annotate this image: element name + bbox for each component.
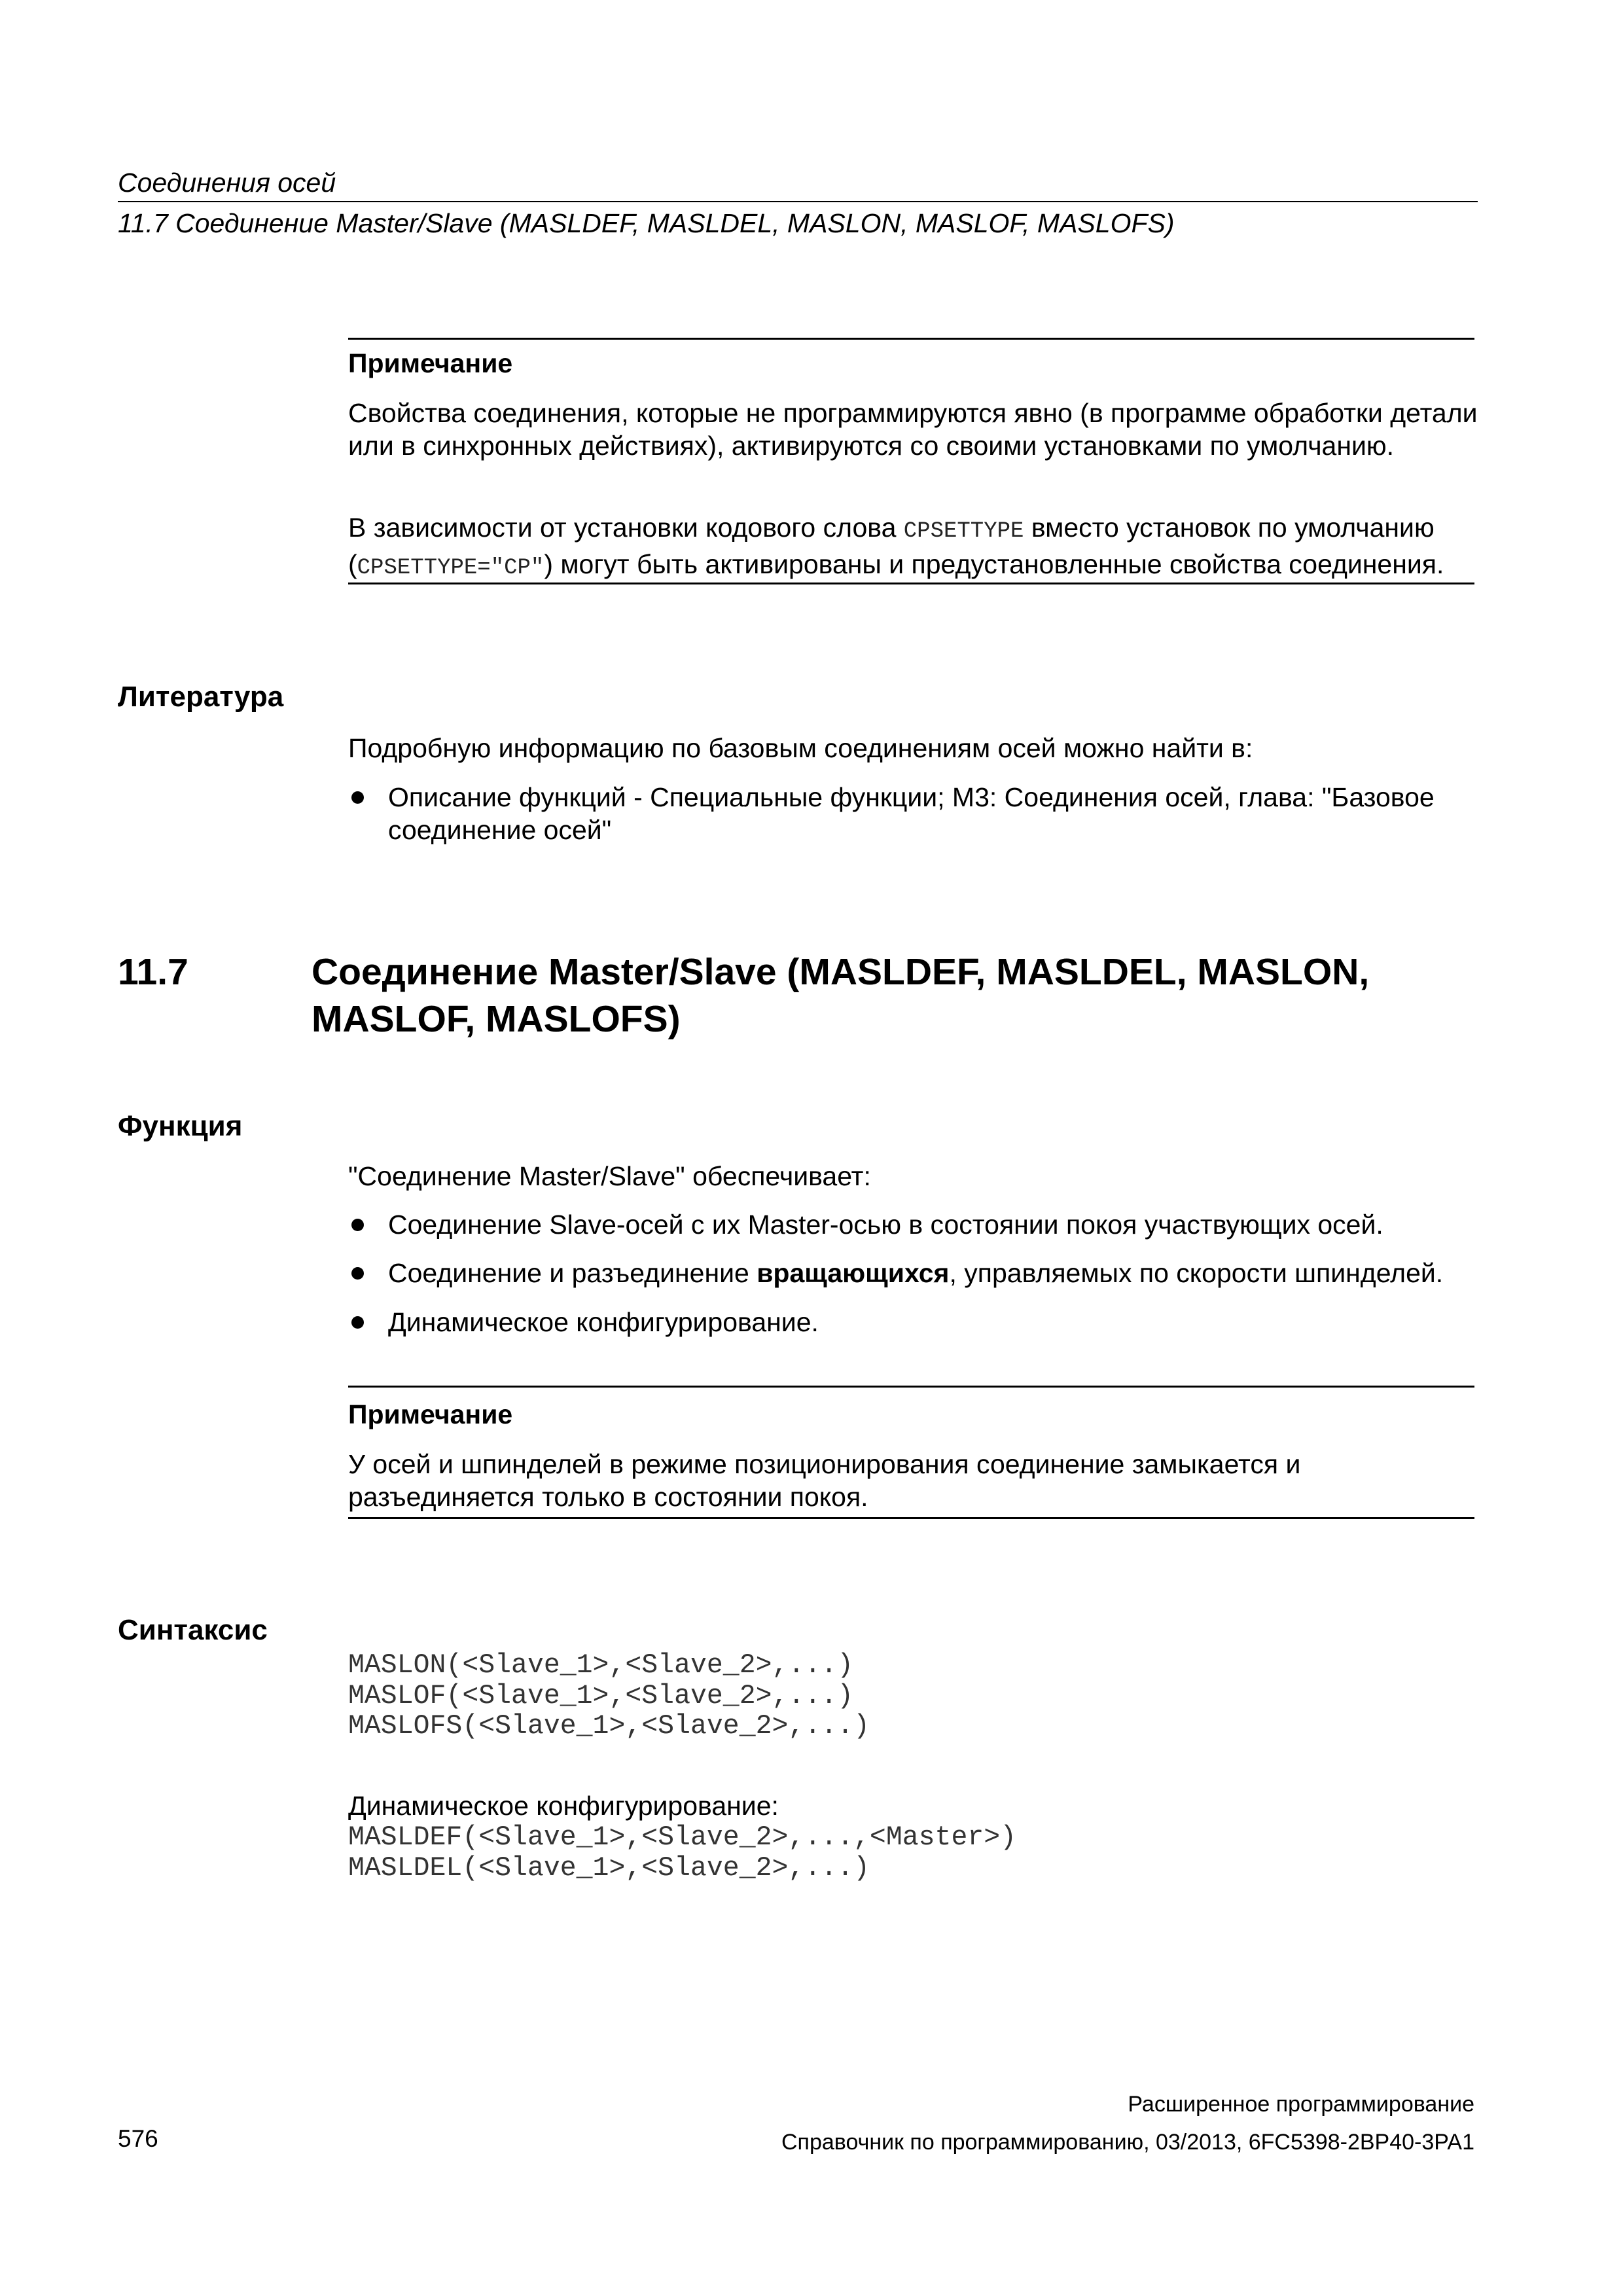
list-item	[348, 781, 1494, 846]
section-number: 11.7	[118, 951, 188, 993]
note-paragraph	[348, 511, 1487, 584]
list-item	[348, 1208, 1494, 1241]
note-top-rule	[348, 1386, 1474, 1388]
bullet-text-bold: вращающихся	[757, 1258, 950, 1288]
note-text: вместо установок по умолчанию (	[348, 512, 1435, 579]
bullet-text: Соединение Slave-осей с их Master-осью в состоянии покоя участвующих осей.	[388, 1210, 1383, 1240]
note-text: ) могут быть активированы и предустановленные свойства соединения.	[544, 549, 1444, 579]
bullet-text-part: , управляемых по скорости шпинделей.	[949, 1258, 1444, 1288]
code-line: MASLDEL(<Slave_1>,<Slave_2>,...)	[348, 1852, 870, 1884]
inline-code: CPSETTYPE	[903, 519, 1024, 544]
note-top-rule	[348, 338, 1474, 340]
code-line: MASLOFS(<Slave_1>,<Slave_2>,...)	[348, 1711, 870, 1742]
bullet-icon	[351, 791, 364, 804]
note-bottom-rule	[348, 1517, 1474, 1519]
bullet-text: Динамическое конфигурирование.	[388, 1307, 819, 1337]
note-paragraph: Свойства соединения, которые не программируются явно (в программе обработки детали или в синхронных действиях), активируются со своими установками по умолчанию.	[348, 398, 1478, 461]
note-title: Примечание	[348, 348, 513, 378]
bullet-icon	[351, 1267, 364, 1280]
inline-code: CPSETTYPE="CP"	[357, 556, 544, 581]
function-intro: "Соединение Master/Slave" обеспечивает:	[348, 1161, 871, 1191]
note-bottom-rule	[348, 583, 1474, 584]
dynamic-config-label: Динамическое конфигурирование:	[348, 1791, 779, 1821]
bullet-icon	[351, 1316, 364, 1329]
code-block	[348, 1823, 1016, 1884]
note-text: В зависимости от установки кодового слова	[348, 512, 904, 543]
running-header-section: 11.7 Соединение Master/Slave (MASLDEF, MASLDEL, MASLON, MASLOF, MASLOFS)	[118, 208, 1175, 238]
literature-intro: Подробную информацию по базовым соединениям осей можно найти в:	[348, 733, 1253, 763]
page-number: 576	[118, 2125, 158, 2152]
code-line: MASLOF(<Slave_1>,<Slave_2>,...)	[348, 1680, 854, 1712]
footer-reference: Справочник по программированию, 03/2013, 6FC5398-2BP40-3PA1	[781, 2130, 1474, 2155]
running-header-chapter: Соединения осей	[118, 168, 336, 198]
note-title: Примечание	[348, 1399, 513, 1429]
code-line: MASLON(<Slave_1>,<Slave_2>,...)	[348, 1650, 854, 1681]
section-heading-literature: Литература	[118, 681, 284, 713]
code-block	[348, 1651, 870, 1742]
list-item	[348, 1306, 1494, 1338]
bullet-icon	[351, 1219, 364, 1231]
bullet-text-part: Соединение и разъединение	[388, 1258, 757, 1288]
header-rule	[118, 201, 1478, 202]
bullet-text: Описание функций - Специальные функции; M3: Соединения осей, глава: "Базовое соединение осей"	[388, 782, 1435, 845]
note-paragraph: У осей и шпинделей в режиме позиционирования соединение замыкается и разъединяется только в состоянии покоя.	[348, 1449, 1301, 1512]
code-line: MASLDEF(<Slave_1>,<Slave_2>,...,<Master>)	[348, 1822, 1017, 1853]
section-heading-function: Функция	[118, 1110, 243, 1142]
footer-book-title: Расширенное программирование	[1128, 2092, 1474, 2117]
list-item	[348, 1257, 1494, 1289]
bullet-text	[388, 1257, 1494, 1289]
section-heading-syntax: Синтаксис	[118, 1614, 268, 1646]
section-title: Соединение Master/Slave (MASLDEF, MASLDEL, MASLON, MASLOF, MASLOFS)	[312, 951, 1370, 1040]
